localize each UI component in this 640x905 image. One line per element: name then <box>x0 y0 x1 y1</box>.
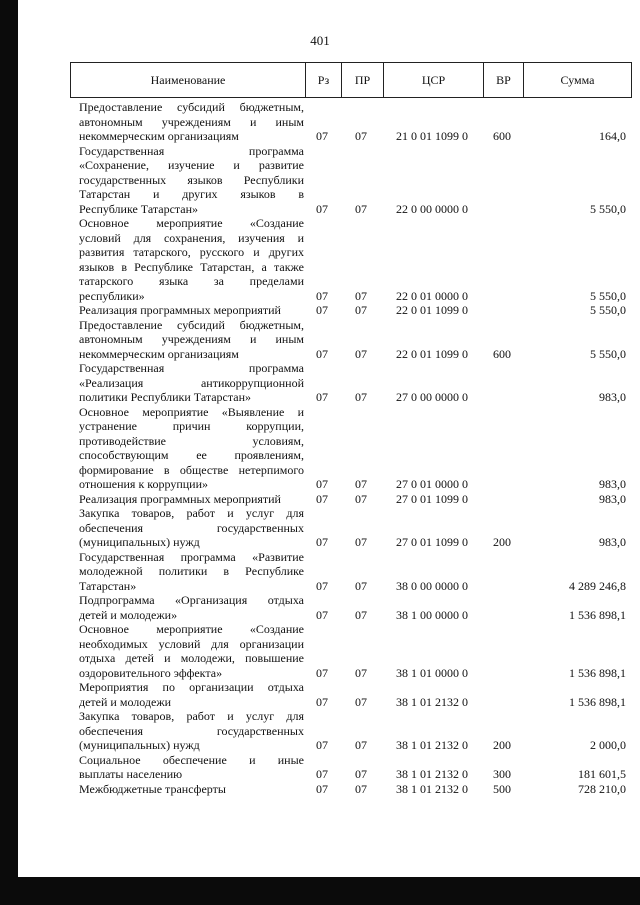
row-name-line: детей и молодежи» <box>79 607 178 622</box>
row-sum: 1 536 898,1 <box>569 607 626 622</box>
table-row <box>70 506 630 550</box>
row-name <box>70 550 304 594</box>
row-sum: 2 000,0 <box>590 738 626 752</box>
scan-bottom-border <box>0 877 640 905</box>
row-name-line: Татарстан и других языков в <box>79 187 304 201</box>
table-row <box>70 303 630 318</box>
row-name-line: Основное мероприятие «Выявление и <box>79 404 304 419</box>
row-name-line: Республике Татарстан» <box>79 201 199 216</box>
row-name-line: Основное мероприятие «Создание <box>79 216 304 230</box>
row-name <box>70 709 304 753</box>
row-name-line: способствующим ее проявлениям, <box>79 448 304 462</box>
row-name-line: Социальное обеспечение и иные <box>79 752 304 767</box>
row-name-line: Государственная программа <box>79 143 304 158</box>
row-rz: 07 <box>316 491 328 506</box>
table-row <box>70 550 630 594</box>
row-name <box>70 492 304 507</box>
row-pr: 07 <box>355 767 367 781</box>
row-sum: 728 210,0 <box>578 781 626 796</box>
row-vr: 600 <box>493 346 511 361</box>
table-row <box>70 318 630 362</box>
row-name <box>70 753 304 782</box>
row-csr: 38 1 01 2132 0 <box>396 694 468 709</box>
table-row <box>70 405 630 492</box>
header-sum: Сумма <box>560 72 595 87</box>
row-rz: 07 <box>316 767 328 781</box>
table-row <box>70 144 630 217</box>
row-name <box>70 144 304 217</box>
row-name-line: отношения к коррупции» <box>79 477 209 491</box>
table-row <box>70 100 630 144</box>
row-pr: 07 <box>355 535 367 549</box>
row-name-line: устранение причин коррупции, <box>79 419 304 433</box>
row-name-line: детей и молодежи <box>79 694 172 709</box>
row-name-line: Государственная программа <box>79 361 304 375</box>
table-header <box>70 62 632 98</box>
table-row <box>70 216 630 303</box>
row-name <box>70 782 304 797</box>
table-row <box>70 680 630 709</box>
table-row <box>70 361 630 405</box>
row-csr: 27 0 01 1099 0 <box>396 491 468 506</box>
row-pr: 07 <box>355 303 367 317</box>
row-csr: 27 0 01 0000 0 <box>396 477 468 491</box>
row-sum: 5 550,0 <box>590 303 626 317</box>
row-csr: 38 1 01 2132 0 <box>396 738 468 752</box>
row-pr: 07 <box>355 694 367 709</box>
row-name <box>70 361 304 405</box>
row-pr: 07 <box>355 491 367 506</box>
header-name: Наименование <box>71 63 306 97</box>
table-row <box>70 709 630 753</box>
table-body <box>70 100 630 796</box>
row-rz: 07 <box>316 129 328 143</box>
row-pr: 07 <box>355 781 367 796</box>
table-row <box>70 593 630 622</box>
row-name-line: молодежной политики в Республике <box>79 564 304 578</box>
row-pr: 07 <box>355 578 367 593</box>
row-name-line: Татарстан» <box>79 578 137 593</box>
row-vr: 300 <box>493 767 511 781</box>
row-csr: 38 1 01 0000 0 <box>396 665 468 680</box>
header-rz: Рз <box>306 63 342 97</box>
row-name-line: Межбюджетные трансферты <box>79 781 226 796</box>
row-name-line: (муниципальных) нужд <box>79 738 200 752</box>
row-pr: 07 <box>355 346 367 361</box>
row-pr: 07 <box>355 288 367 303</box>
row-name-line: обеспечения государственных <box>79 723 304 738</box>
row-sum: 4 289 246,8 <box>569 578 626 593</box>
header-csr: ЦСР <box>384 63 484 97</box>
row-name <box>70 405 304 492</box>
row-csr: 27 0 01 1099 0 <box>396 535 468 549</box>
row-rz: 07 <box>316 346 328 361</box>
row-rz: 07 <box>316 578 328 593</box>
row-name-line: Основное мероприятие «Создание <box>79 622 304 636</box>
table-row <box>70 782 630 797</box>
row-pr: 07 <box>355 738 367 752</box>
row-name-line: развития татарского, русского и других <box>79 245 304 259</box>
row-name-line: Закупка товаров, работ и услуг для <box>79 709 304 723</box>
row-name-line: Мероприятия по организации отдыха <box>79 680 304 694</box>
row-name <box>70 216 304 303</box>
row-rz: 07 <box>316 665 328 680</box>
row-name-line: Закупка товаров, работ и услуг для <box>79 506 304 520</box>
row-sum: 1 536 898,1 <box>569 665 626 680</box>
row-name-line: некоммерческим организациям <box>79 346 239 361</box>
row-name <box>70 318 304 362</box>
row-name-line: «Сохранение, изучение и развитие <box>79 158 304 172</box>
row-rz: 07 <box>316 390 328 404</box>
row-pr: 07 <box>355 390 367 404</box>
row-csr: 22 0 00 0000 0 <box>396 201 468 216</box>
row-name-line: «Реализация антикоррупционной <box>79 375 304 390</box>
row-name <box>70 100 304 144</box>
page-number: 401 <box>310 33 330 48</box>
row-vr: 500 <box>493 781 511 796</box>
row-pr: 07 <box>355 607 367 622</box>
row-csr: 38 1 00 0000 0 <box>396 607 468 622</box>
table-row <box>70 492 630 507</box>
row-rz: 07 <box>316 477 328 491</box>
row-csr: 38 1 01 2132 0 <box>396 767 468 781</box>
row-name-line: противодействие условиям, <box>79 433 304 448</box>
row-sum: 164,0 <box>599 129 626 143</box>
row-name-line: выплаты населению <box>79 767 183 781</box>
row-name-line: (муниципальных) нужд <box>79 535 200 549</box>
row-name-line: некоммерческим организациям <box>79 129 239 143</box>
header-vr: ВР <box>484 63 524 97</box>
row-name-line: условий для сохранения, изучения и <box>79 230 304 245</box>
row-rz: 07 <box>316 694 328 709</box>
row-name-line: политики Республики Татарстан» <box>79 390 252 404</box>
row-rz: 07 <box>316 201 328 216</box>
row-name-line: автономным учреждениям и иным <box>79 332 304 346</box>
row-sum: 5 550,0 <box>590 201 626 216</box>
row-sum: 983,0 <box>599 477 626 491</box>
table-row <box>70 622 630 680</box>
row-name-line: государственных языков Республики <box>79 172 304 187</box>
row-csr: 38 0 00 0000 0 <box>396 578 468 593</box>
row-name-line: обеспечения государственных <box>79 520 304 535</box>
row-name-line: республики» <box>79 288 145 303</box>
row-name <box>70 593 304 622</box>
row-name-line: Государственная программа «Развитие <box>79 549 304 564</box>
row-csr: 21 0 01 1099 0 <box>396 129 468 143</box>
row-sum: 5 550,0 <box>590 288 626 303</box>
row-rz: 07 <box>316 288 328 303</box>
table-row <box>70 753 630 782</box>
row-name <box>70 622 304 680</box>
row-csr: 38 1 01 2132 0 <box>396 781 468 796</box>
row-name-line: татарского языка за пределами <box>79 274 304 288</box>
row-sum: 181 601,5 <box>578 767 626 781</box>
row-vr: 600 <box>493 129 511 143</box>
row-name-line: Реализация программных мероприятий <box>79 491 281 506</box>
row-name-line: Реализация программных мероприятий <box>79 303 281 317</box>
row-sum: 983,0 <box>599 390 626 404</box>
row-name-line: оздоровительного эффекта» <box>79 665 223 680</box>
row-pr: 07 <box>355 201 367 216</box>
row-sum: 983,0 <box>599 491 626 506</box>
row-vr: 200 <box>493 535 511 549</box>
row-pr: 07 <box>355 477 367 491</box>
row-rz: 07 <box>316 781 328 796</box>
header-pr: ПР <box>342 63 384 97</box>
row-sum: 1 536 898,1 <box>569 694 626 709</box>
row-name-line: языков в Республике Татарстан, а также <box>79 259 304 274</box>
row-name-line: отдыха детей и молодежи, повышение <box>79 651 304 665</box>
row-name-line: формирование в обществе нетерпимого <box>79 462 304 477</box>
row-name-line: Предоставление субсидий бюджетным, <box>79 100 304 114</box>
row-name-line: Подпрограмма «Организация отдыха <box>79 593 304 607</box>
row-name-line: автономным учреждениям и иным <box>79 114 304 129</box>
row-csr: 27 0 00 0000 0 <box>396 390 468 404</box>
row-sum: 5 550,0 <box>590 346 626 361</box>
row-rz: 07 <box>316 535 328 549</box>
row-name <box>70 506 304 550</box>
row-name-line: Предоставление субсидий бюджетным, <box>79 317 304 332</box>
row-csr: 22 0 01 1099 0 <box>396 303 468 317</box>
row-name-line: необходимых условий для организации <box>79 636 304 651</box>
row-rz: 07 <box>316 303 328 317</box>
row-csr: 22 0 01 1099 0 <box>396 346 468 361</box>
scan-left-border <box>0 0 18 905</box>
row-csr: 22 0 01 0000 0 <box>396 288 468 303</box>
row-vr: 200 <box>493 738 511 752</box>
row-pr: 07 <box>355 129 367 143</box>
row-rz: 07 <box>316 607 328 622</box>
row-pr: 07 <box>355 665 367 680</box>
row-name <box>70 680 304 709</box>
row-sum: 983,0 <box>599 535 626 549</box>
row-rz: 07 <box>316 738 328 752</box>
row-name <box>70 303 304 318</box>
